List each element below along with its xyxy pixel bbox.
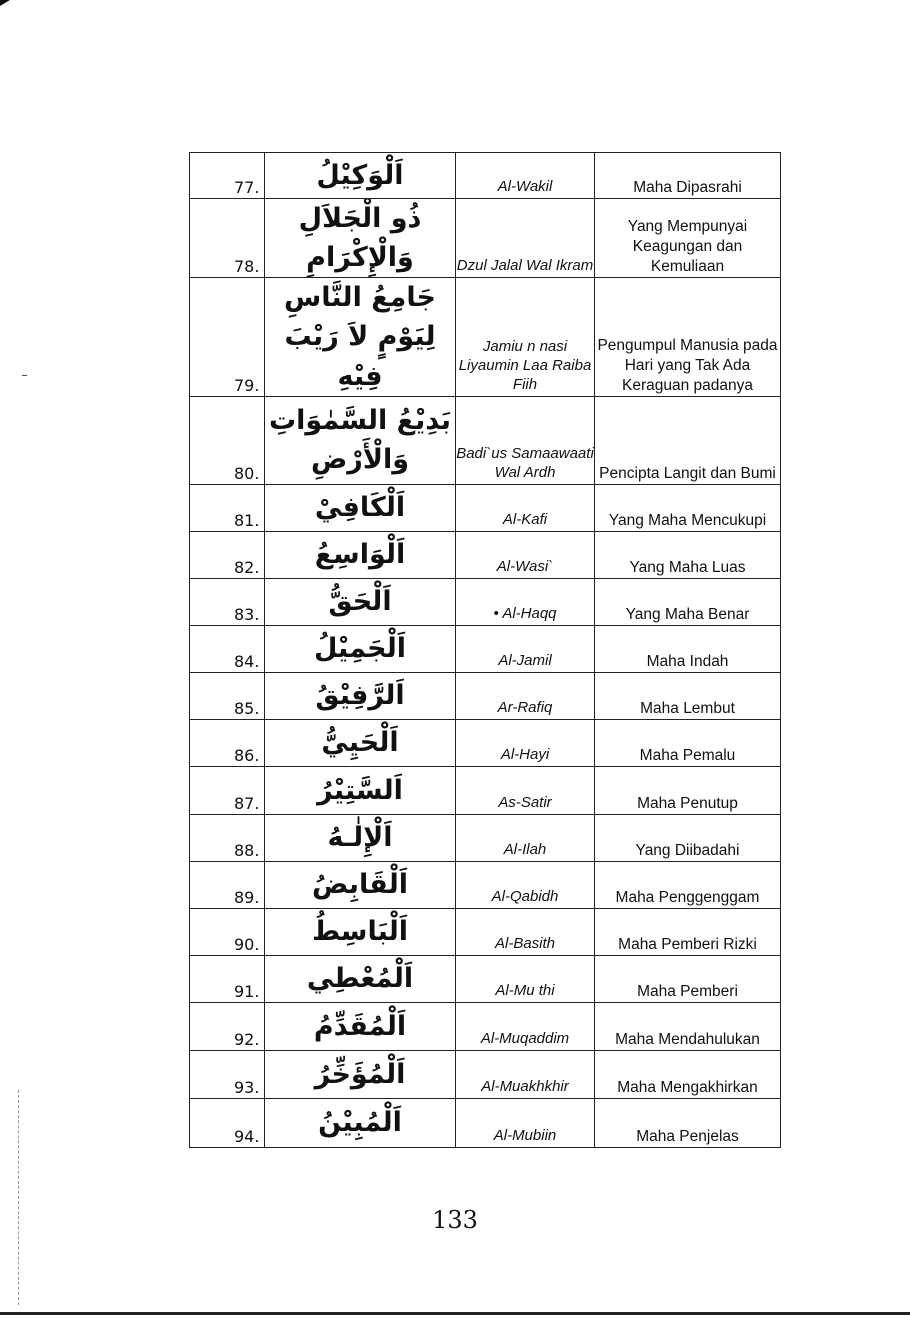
transliteration: Al-Mu thi [456, 955, 595, 1002]
transliteration: Al-Muqaddim [456, 1002, 595, 1050]
scan-artifact [22, 375, 27, 376]
row-number: 88. [190, 814, 265, 861]
arabic-name: جَامِعُ النَّاسِ لِيَوْمٍ لاَ رَيْبَ فِيْهِ [265, 278, 456, 396]
arabic-name: اَلْكَافِيْ [265, 484, 456, 531]
row-number: 80. [190, 396, 265, 484]
meaning: Yang Maha Mencukupi [595, 484, 781, 531]
scan-edge [18, 1090, 20, 1305]
table-row [190, 908, 781, 955]
table-row [190, 955, 781, 1002]
table-row [190, 719, 781, 766]
meaning: Yang Maha Benar [595, 578, 781, 625]
transliteration: Dzul Jalal Wal Ikram [456, 199, 595, 278]
arabic-name: اَلْمُبِيْنُ [265, 1098, 456, 1147]
arabic-name: اَلْحَقُّ [265, 578, 456, 625]
transliteration: Al-Ilah [456, 814, 595, 861]
transliteration: Jamiu n nasi Liyaumin Laa Raiba Fiih [456, 278, 595, 396]
arabic-name: اَلْمُعْطِي [265, 955, 456, 1002]
meaning: Yang Mempunyai Keagungan dan Kemuliaan [595, 199, 781, 278]
table-row [190, 531, 781, 578]
meaning: Yang Diibadahi [595, 814, 781, 861]
table-row [190, 578, 781, 625]
arabic-name: اَلْقَابِضُ [265, 861, 456, 908]
row-number: 82. [190, 531, 265, 578]
asmaul-husna-table [189, 152, 781, 1148]
meaning: Maha Penjelas [595, 1098, 781, 1147]
row-number: 78. [190, 199, 265, 278]
table-row [190, 153, 781, 199]
table-row [190, 814, 781, 861]
corner-mark [0, 0, 10, 6]
table-body [190, 153, 781, 1148]
meaning: Maha Mendahulukan [595, 1002, 781, 1050]
transliteration: Ar-Rafiq [456, 672, 595, 719]
row-number: 92. [190, 1002, 265, 1050]
arabic-name: اَلْمُقَدِّمُ [265, 1002, 456, 1050]
arabic-name: اَلْحَيِيُّ [265, 719, 456, 766]
arabic-name: اَلْبَاسِطُ [265, 908, 456, 955]
meaning: Maha Mengakhirkan [595, 1050, 781, 1098]
transliteration: Al-Hayi [456, 719, 595, 766]
row-number: 87. [190, 766, 265, 814]
transliteration: Al-Qabidh [456, 861, 595, 908]
arabic-name: اَلْوَكِيْلُ [265, 153, 456, 199]
row-number: 79. [190, 278, 265, 396]
meaning: Pengumpul Manusia pada Hari yang Tak Ada Keraguan padanya [595, 278, 781, 396]
table-row [190, 1002, 781, 1050]
transliteration: Al-Mubiin [456, 1098, 595, 1147]
bottom-rule [0, 1312, 910, 1315]
meaning: Maha Penggenggam [595, 861, 781, 908]
transliteration: Badi`us Samaawaati Wal Ardh [456, 396, 595, 484]
arabic-name: اَلسَّتِيْرُ [265, 766, 456, 814]
transliteration: Al-Wasi` [456, 531, 595, 578]
table-row [190, 625, 781, 672]
row-number: 85. [190, 672, 265, 719]
table-row [190, 861, 781, 908]
meaning: Yang Maha Luas [595, 531, 781, 578]
meaning: Maha Pemberi Rizki [595, 908, 781, 955]
meaning: Maha Indah [595, 625, 781, 672]
row-number: 91. [190, 955, 265, 1002]
table-row [190, 1050, 781, 1098]
row-number: 84. [190, 625, 265, 672]
row-number: 83. [190, 578, 265, 625]
meaning: Maha Lembut [595, 672, 781, 719]
transliteration: Al-Basith [456, 908, 595, 955]
meaning: Maha Penutup [595, 766, 781, 814]
table-row [190, 484, 781, 531]
row-number: 90. [190, 908, 265, 955]
transliteration: Al-Wakil [456, 153, 595, 199]
row-number: 89. [190, 861, 265, 908]
transliteration: Al-Jamil [456, 625, 595, 672]
table-row [190, 1098, 781, 1147]
meaning: Maha Dipasrahi [595, 153, 781, 199]
arabic-name: اَلْإِلٰـهُ [265, 814, 456, 861]
arabic-name: اَلْمُؤَخِّرُ [265, 1050, 456, 1098]
table-row [190, 396, 781, 484]
meaning: Pencipta Langit dan Bumi [595, 396, 781, 484]
transliteration: As-Satir [456, 766, 595, 814]
arabic-name: بَدِيْعُ السَّمٰوَاتِ وَالْأَرْضِ [265, 396, 456, 484]
table-row [190, 278, 781, 396]
row-number: 86. [190, 719, 265, 766]
row-number: 77. [190, 153, 265, 199]
table-row [190, 672, 781, 719]
transliteration: Al-Muakhkhir [456, 1050, 595, 1098]
row-number: 81. [190, 484, 265, 531]
arabic-name: ذُو الْجَلاَلِ وَالْإِكْرَامِ [265, 199, 456, 278]
arabic-name: اَلْوَاسِعُ [265, 531, 456, 578]
table-row [190, 199, 781, 278]
page-number: 133 [432, 1206, 478, 1234]
arabic-name: اَلْجَمِيْلُ [265, 625, 456, 672]
row-number: 94. [190, 1098, 265, 1147]
meaning: Maha Pemberi [595, 955, 781, 1002]
table-row [190, 766, 781, 814]
row-number: 93. [190, 1050, 265, 1098]
meaning: Maha Pemalu [595, 719, 781, 766]
transliteration: Al-Kafi [456, 484, 595, 531]
transliteration: • Al-Haqq [456, 578, 595, 625]
arabic-name: اَلرَّفِيْقُ [265, 672, 456, 719]
